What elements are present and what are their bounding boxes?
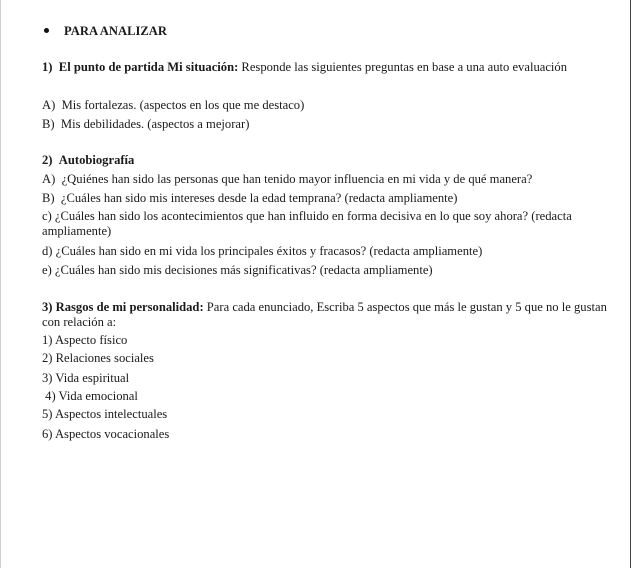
section-3-text-cont: con relación a: [42, 315, 117, 329]
section-2-item: d) ¿Cuáles han sido en mi vida los principales éxitos y fracasos? (redacta ampliamente) [42, 244, 483, 258]
section-1-item: B) Mis debilidades. (aspectos a mejorar) [42, 117, 250, 131]
section-3-item: 3) Vida espiritual [42, 371, 130, 385]
section-3-item: 5) Aspectos intelectuales [42, 407, 168, 421]
section-1-item: A) Mis fortalezas. (aspectos en los que me destaco) [42, 98, 305, 112]
right-edge [630, 0, 631, 568]
bullet-icon [44, 28, 49, 33]
section-3-item: 4) Vida emocional [42, 389, 138, 403]
heading: PARA ANALIZAR [64, 24, 167, 38]
section-3-item: 2) Relaciones sociales [42, 351, 154, 365]
section-3-item: 6) Aspectos vocacionales [42, 427, 170, 441]
section-2-item: B) ¿Cuáles han sido mis intereses desde la edad temprana? (redacta ampliamente) [42, 191, 458, 205]
left-edge [0, 0, 1, 568]
section-3-title: 3) Rasgos de mi personalidad: Para cada enunciado, Escriba 5 aspectos que más le gustan y 5 que no le gustan [42, 300, 607, 314]
section-2-item: c) ¿Cuáles han sido los acontecimientos que han influido en forma decisiva en lo que soy ahora? (redacta [42, 209, 572, 223]
section-2-item: A) ¿Quiénes han sido las personas que han tenido mayor influencia en mi vida y de qué manera? [42, 172, 533, 186]
section-3-item: 1) Aspecto físico [42, 333, 128, 347]
section-1-title: 1) El punto de partida Mi situación: Responde las siguientes preguntas en base a una auto evaluación [42, 60, 568, 74]
section-2-title: 2) Autobiografía [42, 153, 135, 167]
section-2-item: e) ¿Cuáles han sido mis decisiones más significativas? (redacta ampliamente) [42, 263, 433, 277]
section-2-item-cont: ampliamente) [42, 224, 112, 238]
